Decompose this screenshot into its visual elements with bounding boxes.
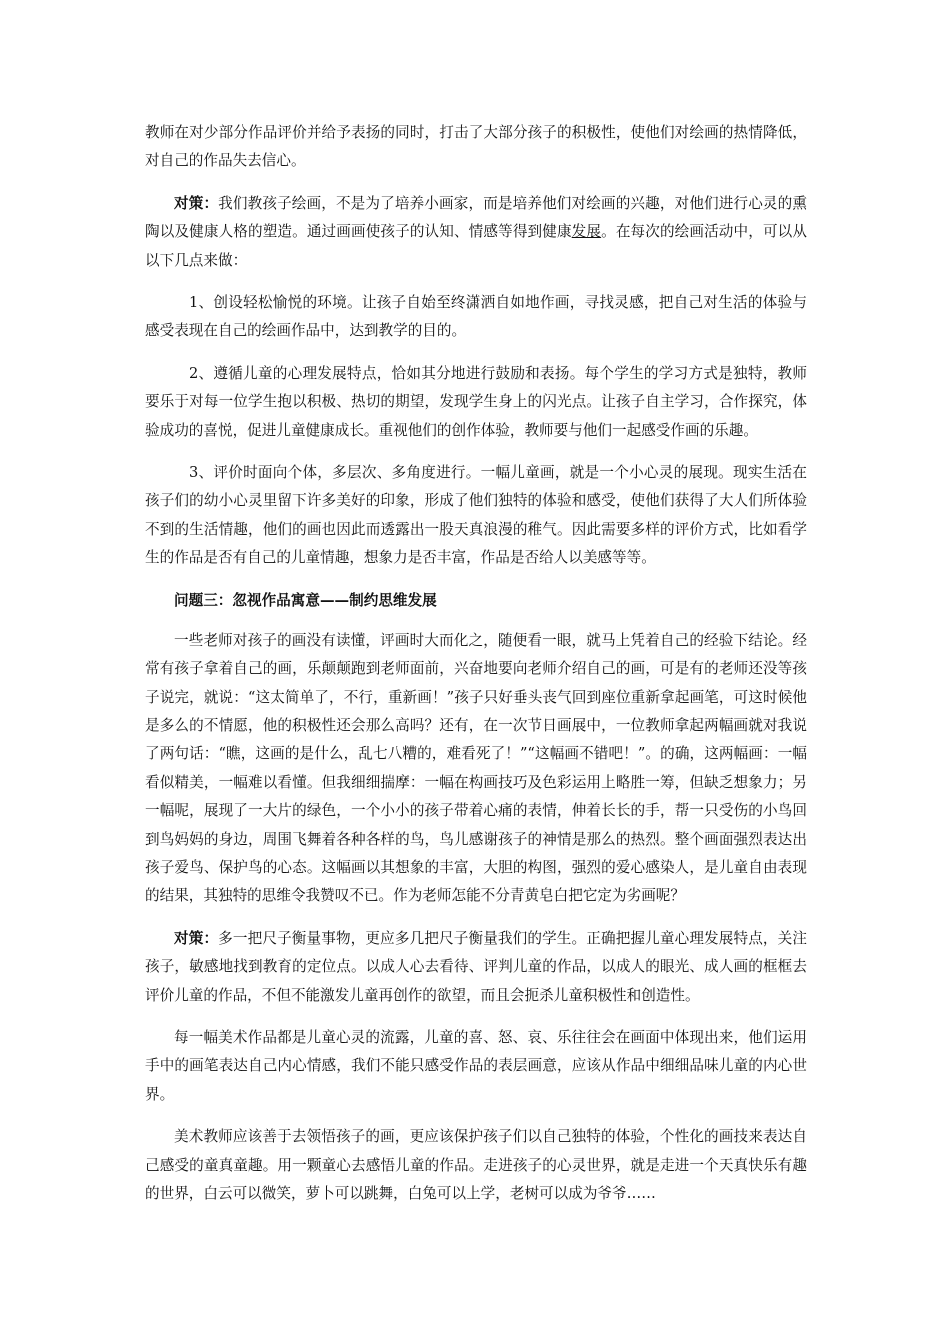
document-page — [145, 119, 807, 1222]
paragraph-intro: 教师在对少部分作品评价并给予表扬的同时，打击了大部分孩子的积极性，使他们对绘画的热情降低，对自己的作品失去信心。 — [145, 124, 807, 170]
strategy-label: 对策： — [174, 194, 219, 212]
development-link[interactable]: 发展 — [571, 223, 602, 241]
paragraph-strategy-2 — [145, 925, 807, 1010]
paragraph-strategy-1 — [145, 190, 807, 275]
strategy-text-part1: 我们教孩子绘画，不是为了培养小画家，而是培养他们对绘画的兴趣，对他们进行心灵的熏陶以及健康人格的塑造。通过画画使孩子的认知、情感等得到健康 — [145, 194, 807, 241]
paragraph-point-3: 3、评价时面向个体，多层次、多角度进行。一幅儿童画，就是一个小心灵的展现。现实生活在孩子们的幼小心灵里留下许多美好的印象，形成了他们独特的体验和感受，使他们获得了大人们所体验不到的生活情趣，他们的画也因此而透露出一股天真浪漫的稚气。因此需要多样的评价方式，比如看学生的作品是否有自己的儿童情趣，想象力是否丰富，作品是否给人以美感等等。 — [145, 464, 807, 567]
paragraph-teacher-advice: 美术教师应该善于去领悟孩子的画，更应该保护孩子们以自己独特的体验，个性化的画技来表达自己感受的童真童趣。用一颗童心去感悟儿童的作品。走进孩子的心灵世界，就是走进一个天真快乐有趣的世界，白云可以微笑，萝卜可以跳舞，白兔可以上学，老树可以成为爷爷…… — [145, 1128, 807, 1202]
paragraph-art-reflection: 每一幅美术作品都是儿童心灵的流露，儿童的喜、怒、哀、乐往往会在画面中体现出来，他们运用手中的画笔表达自己内心情感，我们不能只感受作品的表层画意，应该从作品中细细品味儿童的内心世界。 — [145, 1028, 807, 1103]
paragraph-point-2: 2、遵循儿童的心理发展特点，恰如其分地进行鼓励和表扬。每个学生的学习方式是独特，教师要乐于对每一位学生抱以积极、热切的期望，发现学生身上的闪光点。让孩子自主学习，合作探究，体验成功的喜悦，促进儿童健康成长。重视他们的创作体验，教师要与他们一起感受作画的乐趣。 — [145, 364, 807, 439]
strategy-text-part2: 。在每次的绘画活动中，可以从以下几点来做： — [145, 223, 807, 269]
strategy-label: 对策： — [174, 929, 219, 947]
strategy-text: 多一把尺子衡量事物，更应多几把尺子衡量我们的学生。正确把握儿童心理发展特点，关注孩子，敏感地找到教育的定位点。以成人心去看待、评判儿童的作品，以成人的眼光、成人画的框框去评价儿童的作品，不但不能激发儿童再创作的欲望，而且会扼杀儿童积极性和创造性。 — [145, 929, 807, 1004]
section-heading-problem-3: 问题三：忽视作品寓意——制约思维发展 — [174, 591, 437, 609]
paragraph-point-1: 1、创设轻松愉悦的环境。让孩子自始至终潇洒自如地作画，寻找灵感，把自己对生活的体验与感受表现在自己的绘画作品中，达到教学的目的。 — [145, 294, 807, 340]
paragraph-problem-3-body: 一些老师对孩子的画没有读懂，评画时大而化之，随便看一眼，就马上凭着自己的经验下结论。经常有孩子拿着自己的画，乐颠颠跑到老师面前，兴奋地要向老师介绍自己的画，可是有的老师还没等孩子说完，就说：“这太简单了，不行，重新画！”孩子只好垂头丧气回到座位重新拿起画笔，可这时候他是多么的不情愿，他的积极性还会那么高吗？还有，在一次节日画展中，一位教师拿起两幅画就对我说了两句话：“瞧，这画的是什么，乱七八糟的，难看死了！”“这幅画不错吧！”。的确，这两幅画：一幅看似精美，一幅难以看懂。但我细细揣摩：一幅在构画技巧及色彩运用上略胜一筹，但缺乏想象力；另一幅呢，展现了一大片的绿色，一个小小的孩子带着心痛的表情，伸着长长的手，帮一只受伤的小鸟回到鸟妈妈的身边，周围飞舞着各种各样的鸟，鸟儿感谢孩子的神情是那么的热烈。整个画面强烈表达出孩子爱鸟、保护鸟的心态。这幅画以其想象的丰富，大胆的构图，强烈的爱心感染人，是儿童自由表现的结果，其独特的思维令我赞叹不已。作为老师怎能不分青黄皂白把它定为劣画呢？ — [145, 631, 807, 905]
